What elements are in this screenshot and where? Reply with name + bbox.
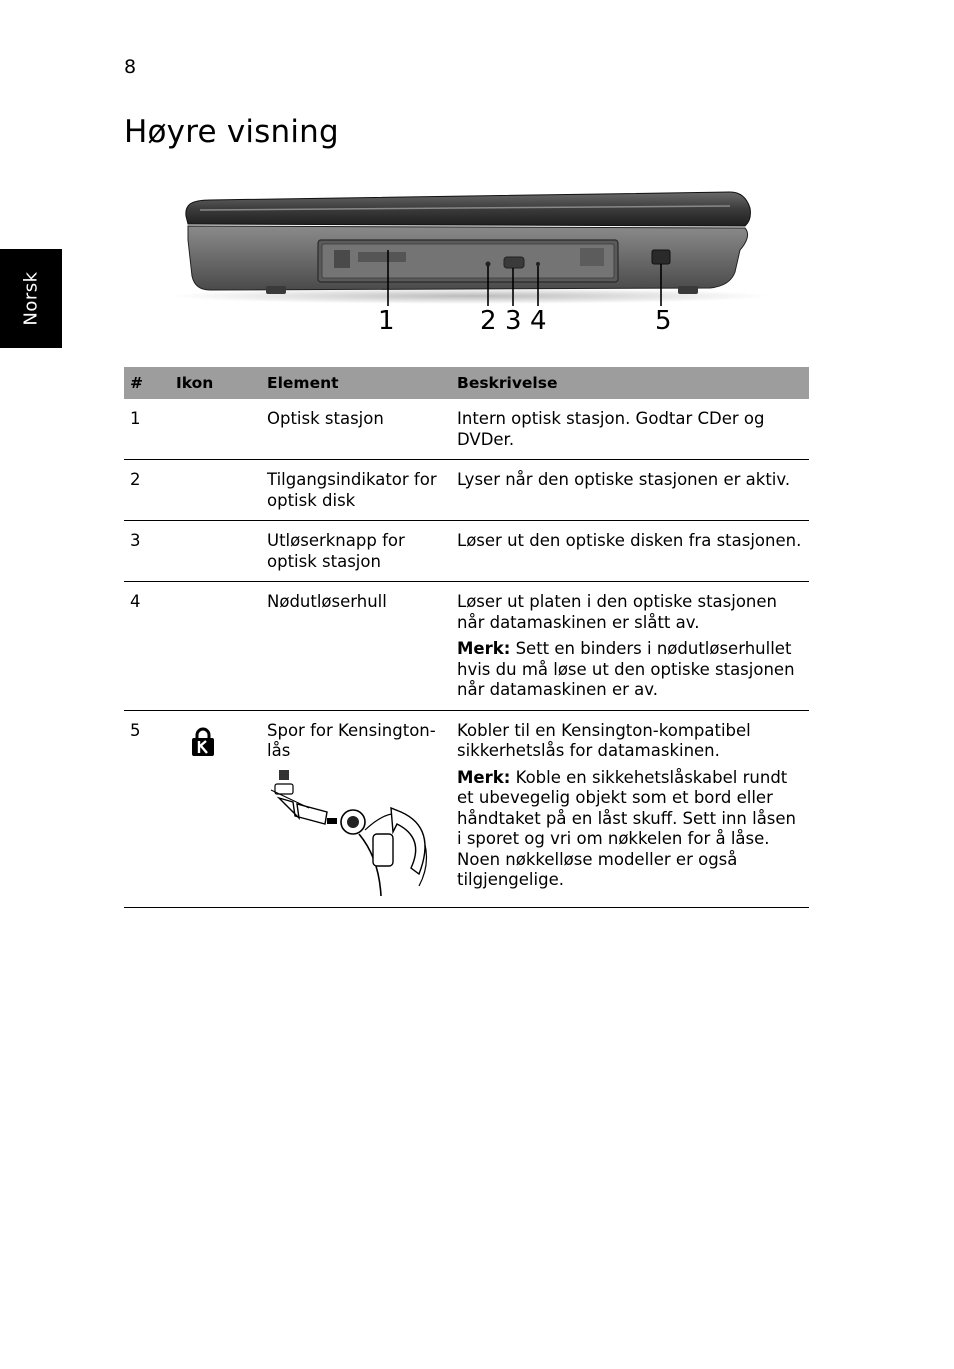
disc-logo-icon <box>580 248 604 266</box>
row-description <box>451 710 809 907</box>
lock-key-stub <box>327 818 337 824</box>
table-row <box>124 710 809 907</box>
row-number: 4 <box>124 582 170 711</box>
description-note <box>457 768 803 891</box>
header-description: Beskrivelse <box>451 367 809 399</box>
table-row <box>124 582 809 711</box>
kensington-lock-illustration <box>269 768 439 898</box>
callout-number-2: 2 <box>480 306 497 336</box>
row-description <box>451 460 809 521</box>
row-element: Tilgangsindikator for optisk disk <box>261 460 451 521</box>
emergency-eject-hole-mark <box>536 262 540 266</box>
row-description <box>451 399 809 460</box>
row-icon <box>170 521 261 582</box>
row-element: Nødutløserhull <box>261 582 451 711</box>
laptop-right-side-illustration <box>170 180 780 350</box>
lock-key <box>373 834 393 866</box>
row-icon <box>170 582 261 711</box>
description-text: Løser ut platen i den optiske stasjonen når datamaskinen er slått av. <box>457 592 777 632</box>
row-number: 5 <box>124 710 170 907</box>
note-label: Merk: <box>457 767 511 787</box>
table-row <box>124 460 809 521</box>
lock-core <box>347 816 359 828</box>
kensington-lock-icon <box>190 727 216 757</box>
components-table <box>124 367 809 908</box>
table-header-row <box>124 367 809 399</box>
row-number: 1 <box>124 399 170 460</box>
language-side-tab <box>0 249 62 348</box>
note-text: Koble en sikkehetslåskabel rundt et ubevegelig objekt som et bord eller håndtaket på en låst skuff. Sett inn låsen i sporet og vri om nøkkelen for å låse. Noen nøkkelløse modeller er også tilgjengelige. <box>457 767 797 889</box>
note-text: Sett en binders i nødutløserhullet hvis du må løse ut den optiske stasjonen når datamaskinen er av. <box>457 639 795 699</box>
kensington-slot-mark <box>652 250 670 264</box>
row-number: 3 <box>124 521 170 582</box>
callout-number-5: 5 <box>655 306 672 336</box>
description-text: Lyser når den optiske stasjonen er aktiv. <box>457 470 791 489</box>
row-number: 2 <box>124 460 170 521</box>
drive-label-icon <box>358 252 406 262</box>
row-icon <box>170 399 261 460</box>
table-row <box>124 399 809 460</box>
page-title: Høyre visning <box>124 114 339 150</box>
header-element: Element <box>261 367 451 399</box>
row-icon <box>170 460 261 521</box>
laptop-foot-right <box>678 286 698 294</box>
callout-number-3: 3 <box>505 306 522 336</box>
row-element <box>261 710 451 907</box>
row-icon <box>170 710 261 907</box>
row-description <box>451 582 809 711</box>
row-element: Optisk stasjon <box>261 399 451 460</box>
drive-eject-button-mark <box>504 257 524 268</box>
page-number: 8 <box>124 56 137 78</box>
slot-icon <box>279 770 289 780</box>
element-text: Spor for Kensington-lås <box>267 720 436 760</box>
description-note <box>457 639 803 701</box>
row-description <box>451 521 809 582</box>
turn-arrow-icon <box>391 808 425 874</box>
table-row <box>124 521 809 582</box>
description-text: Løser ut den optiske disken fra stasjonen. <box>457 531 802 550</box>
note-label: Merk: <box>457 639 511 658</box>
description-text: Intern optisk stasjon. Godtar CDer og DVDer. <box>457 409 765 449</box>
dvd-logo-icon <box>334 250 350 268</box>
callout-number-1: 1 <box>378 306 395 336</box>
row-element: Utløserknapp for optisk stasjon <box>261 521 451 582</box>
header-icon: Ikon <box>170 367 261 399</box>
description-text: Kobler til en Kensington-kompatibel sikkerhetslås for datamaskinen. <box>457 720 751 760</box>
drive-activity-indicator-mark <box>486 262 491 267</box>
slot-plate <box>275 784 293 794</box>
header-number: # <box>124 367 170 399</box>
insert-arrow-icon <box>279 798 327 824</box>
callout-number-4: 4 <box>530 306 547 336</box>
laptop-foot-left <box>266 286 286 294</box>
language-side-tab-label: Norsk <box>20 271 42 326</box>
